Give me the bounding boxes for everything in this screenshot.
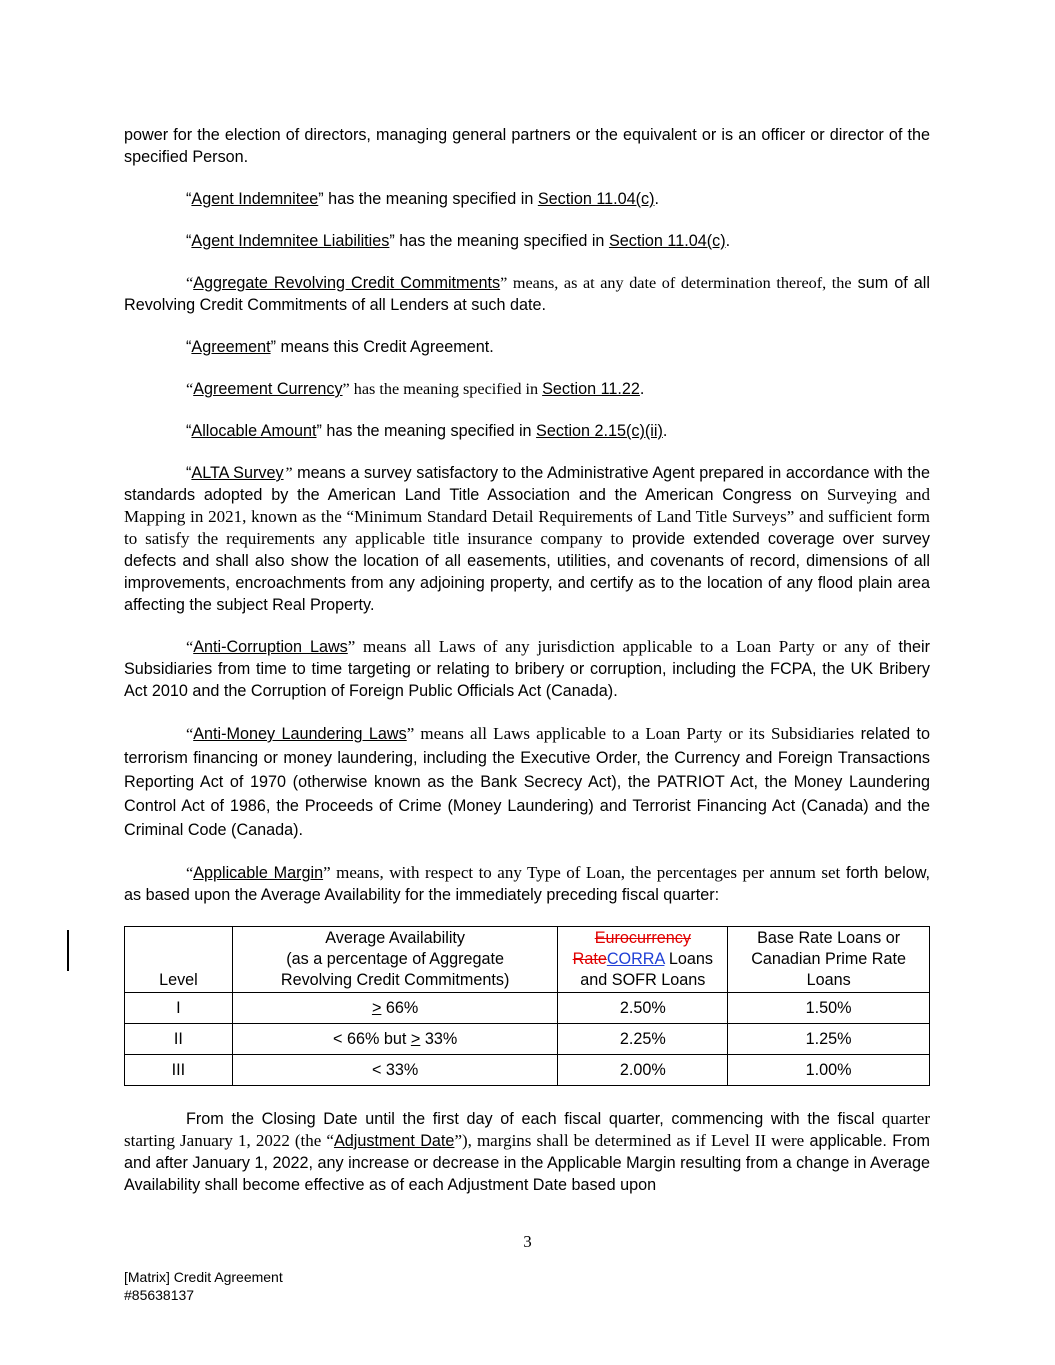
def-text-serif: Surveying and Mapping in 2021, known as the “Minimum Standard Detail Requirements of Land Title Surveys” and sufficient form to satisfy the requirements any applicable title insurance company to <box>124 485 930 548</box>
cell-availability <box>232 1055 558 1086</box>
quote-open: “ <box>186 638 194 656</box>
def-text-rest: sum of all Revolving Credit Commitments of all Lenders at such date. <box>124 274 930 314</box>
def-allocable-amount <box>124 420 930 442</box>
cell-text: < 33% <box>371 1060 419 1079</box>
cell-corra-sofr: 2.50% <box>558 993 728 1024</box>
header-line: Loans <box>806 971 851 989</box>
quote-open: “ <box>186 190 192 208</box>
document-body <box>124 124 930 1196</box>
ge-symbol: > <box>410 1029 421 1048</box>
table-header-row <box>125 927 930 993</box>
def-text: ” means this Credit Agreement. <box>270 338 494 356</box>
page-number: 3 <box>523 1232 532 1251</box>
document-footer <box>124 1268 283 1304</box>
defined-term: ALTA Survey <box>191 464 284 482</box>
defined-term: Anti-Money Laundering Laws <box>193 725 407 743</box>
def-text: means a survey satisfactory to the Administrative Agent prepared in accordance with the standards adopted by the American Land Title Association and the American Congress on <box>124 464 930 504</box>
quote-open: “ <box>186 232 192 250</box>
footer-title: [Matrix] Credit Agreement <box>124 1269 283 1285</box>
defined-term: Agreement <box>191 338 271 356</box>
deleted-text: Eurocurrency <box>594 929 691 947</box>
def-end: . <box>662 422 668 440</box>
cell-availability <box>232 993 558 1024</box>
table-row <box>125 1055 930 1086</box>
def-text: ” has the meaning specified in <box>389 232 609 250</box>
table-row <box>125 993 930 1024</box>
deleted-text: Rate <box>572 950 607 968</box>
cell-level: III <box>125 1055 233 1086</box>
closing-text-serif: quarter starting January 1, 2022 (the “ <box>124 1109 930 1150</box>
def-text-rest: provide extended coverage over survey defects and shall also show the location of all easements, utilities, and covenants of record, dimensions of all improvements, encroachments from any adjoining property, and certify as to the location of any flood plain area affecting the subject Real Property. <box>124 530 930 614</box>
closing-text: From the Closing Date until the first day of each fiscal quarter, commencing with the fiscal <box>186 1110 875 1128</box>
header-line: and SOFR Loans <box>580 971 706 989</box>
def-anti-money-laundering-laws <box>124 722 930 842</box>
def-text: ” has the meaning specified in <box>318 190 538 208</box>
section-ref: Section 11.04(c) <box>537 190 655 208</box>
def-end: . <box>639 380 645 398</box>
section-ref: Section 11.22 <box>542 380 640 398</box>
defined-term: Agent Indemnitee Liabilities <box>191 232 390 250</box>
cell-base-rate: 1.25% <box>728 1024 930 1055</box>
quote-open: “ <box>186 338 192 356</box>
quote-open: “ <box>186 864 194 882</box>
revision-change-bar <box>67 930 69 971</box>
defined-term: Applicable Margin <box>193 864 324 882</box>
quote-close: ” <box>283 464 293 482</box>
closing-text-rest: applicable. From and after January 1, 2022, any increase or decrease in the Applicable Margin resulting from a change in Average Availability shall become effective as of each Adjustment Date based upon <box>124 1132 930 1194</box>
def-text-rest: related to terrorism financing or money laundering, including the Executive Order, the Currency and Foreign Transactions Reporting Act of 1970 (otherwise known as the Bank Secrecy Act), the PATRIOT Act, the Money Laundering Control Act of 1986, the Proceeds of Crime (Money Laundering) and Terrorist Financing Act (Canada) and the Criminal Code (Canada). <box>124 725 930 839</box>
section-ref: Section 2.15(c)(ii) <box>536 422 663 440</box>
quote-open: “ <box>186 274 194 292</box>
def-agent-indemnitee <box>124 188 930 210</box>
header-average-availability <box>232 927 558 993</box>
header-base-rate-loans <box>728 927 930 993</box>
def-text: ” means all Laws applicable to a Loan Party or its Subsidiaries <box>406 724 855 743</box>
closing-paragraph <box>124 1108 930 1196</box>
quote-open: “ <box>186 464 192 482</box>
header-line: Average Availability <box>325 929 466 947</box>
cell-text: 66% <box>381 998 419 1017</box>
applicable-margin-table <box>124 926 930 1086</box>
def-text: ” means all Laws of any jurisdiction applicable to a Loan Party or any of <box>347 637 891 656</box>
inserted-text: CORRA <box>606 950 665 968</box>
cell-text: 33% <box>420 1029 458 1048</box>
cell-availability <box>232 1024 558 1055</box>
defined-term: Aggregate Revolving Credit Commitments <box>193 274 501 292</box>
defined-term: Agreement Currency <box>193 380 343 398</box>
cell-text: < 66% but <box>333 1029 411 1048</box>
def-agent-indemnitee-liabilities <box>124 230 930 252</box>
header-line: Canadian Prime Rate <box>751 950 906 968</box>
def-end: . <box>654 190 660 208</box>
def-text: ” has the meaning specified in <box>316 422 537 440</box>
defined-term: Allocable Amount <box>191 422 317 440</box>
def-end: . <box>725 232 731 250</box>
section-ref: Section 11.04(c) <box>608 232 726 250</box>
def-aggregate-revolving-credit-commitments <box>124 272 930 316</box>
header-line: Revolving Credit Commitments) <box>280 971 510 989</box>
defined-term: Agent Indemnitee <box>191 190 319 208</box>
cell-corra-sofr: 2.25% <box>558 1024 728 1055</box>
header-line: (as a percentage of Aggregate <box>286 950 505 968</box>
cell-base-rate: 1.50% <box>728 993 930 1024</box>
quote-open: “ <box>186 725 194 743</box>
def-agreement <box>124 336 930 358</box>
cell-level: II <box>125 1024 233 1055</box>
cell-corra-sofr: 2.00% <box>558 1055 728 1086</box>
cell-base-rate: 1.00% <box>728 1055 930 1086</box>
cell-level: I <box>125 993 233 1024</box>
def-alta-survey <box>124 462 930 616</box>
defined-term: Anti-Corruption Laws <box>193 638 348 656</box>
def-text: ” has the meaning specified in <box>342 380 543 398</box>
def-text-rest: their Subsidiaries from time to time targeting or relating to bribery or corruption, including the FCPA, the UK Bribery Act 2010 and the Corruption of Foreign Public Officials Act (Canada). <box>124 638 930 700</box>
def-text-rest: forth below, as based upon the Average Availability for the immediately preceding fiscal quarter: <box>124 864 931 904</box>
intro-paragraph: power for the election of directors, managing general partners or the equivalent or is an officer or director of the specified Person. <box>124 126 930 166</box>
table-row <box>125 1024 930 1055</box>
defined-term: Adjustment Date <box>333 1132 455 1150</box>
def-anti-corruption-laws <box>124 636 930 702</box>
ge-symbol: > <box>371 998 382 1017</box>
header-line: Base Rate Loans or <box>757 929 901 947</box>
footer-doc-id: #85638137 <box>124 1287 195 1303</box>
def-text: ” means, with respect to any Type of Loan, the percentages per annum set <box>323 863 841 882</box>
quote-open: “ <box>186 422 192 440</box>
def-agreement-currency <box>124 378 930 400</box>
def-text: ” means, as at any date of determination thereof, the <box>500 274 852 292</box>
header-corra-sofr-loans <box>558 927 728 993</box>
quote-open: “ <box>186 380 194 398</box>
closing-text-serif: ”), margins shall be determined as if Level II were <box>454 1131 805 1150</box>
header-level: Level <box>125 927 233 993</box>
header-line: Loans <box>664 950 714 968</box>
def-applicable-margin <box>124 862 930 906</box>
